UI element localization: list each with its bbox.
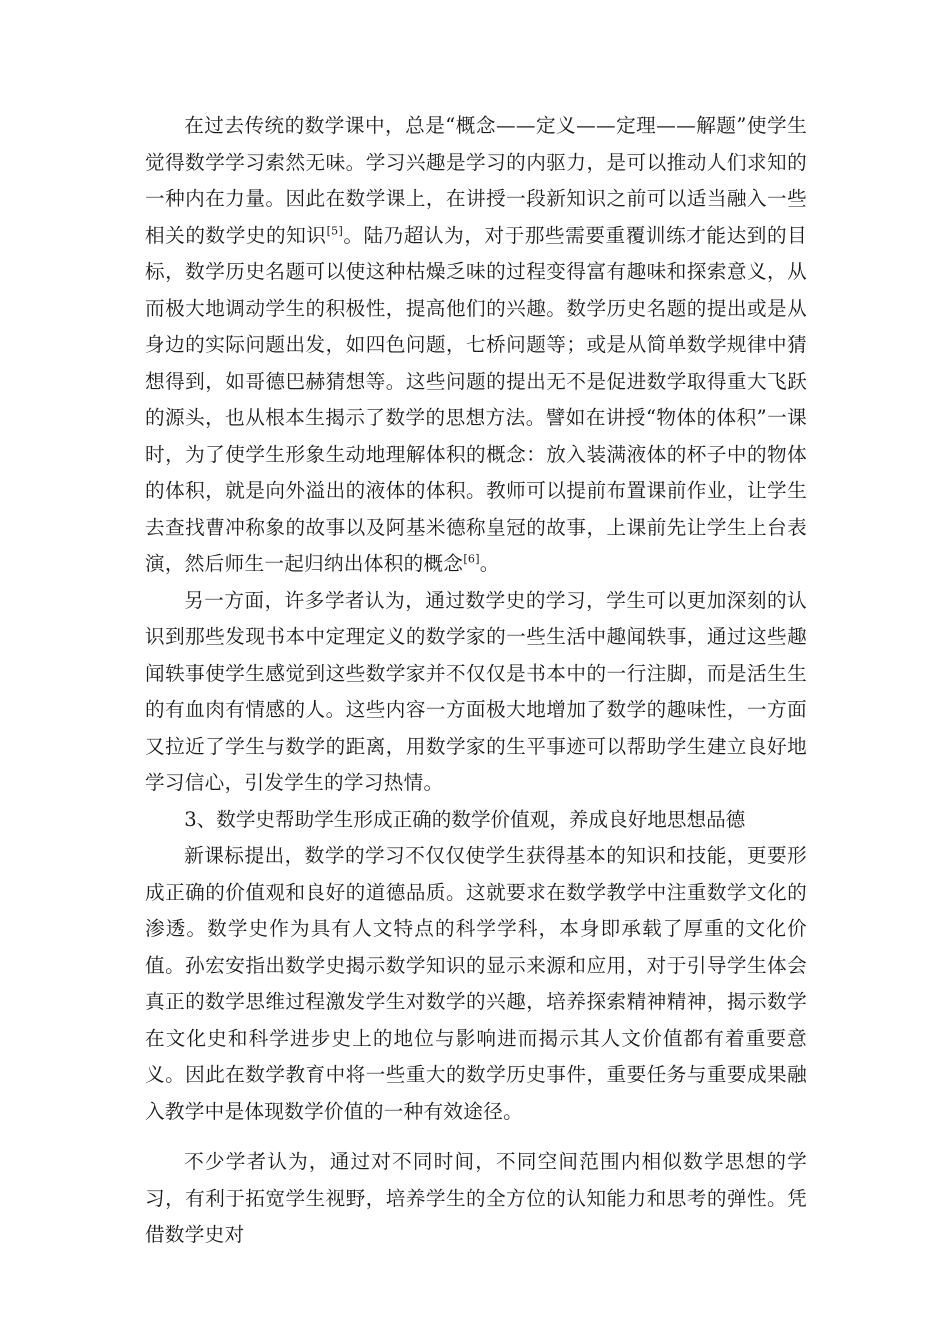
paragraph-text: 。陆乃超认为，对于那些需要重覆训练才能达到的目标，数学历史名题可以使这种枯燥乏味的过程变得富有趣味和探索意义，从而极大地调动学生的积极性，提高他们的兴趣。数学历史名题的提出或是从身边的实际问题出发，如四色问题，七桥问题等；或是从简单数学规律中猜想得到，如哥德巴赫猜想等。这些问题的提出无不是促进数学取得重大飞跃的源头，也从根本生揭示了数学的思想方法。譬如在讲授“物体的体积”一课时，为了使学生形象生动地理解体积的概念：放入装满液体的杯子中的物体的体积，就是向外溢出的液体的体积。教师可以提前布置课前作业，让学生去查找曹冲称象的故事以及阿基米德称皇冠的故事，上课前先让学生上台表演，然后师生一起归纳出体积的概念 xyxy=(145,223,808,575)
paragraph-new-curriculum: 新课标提出，数学的学习不仅仅使学生获得基本的知识和技能，更要形成正确的价值观和良好的道德品质。这就要求在数学教学中注重数学文化的渗透。数学史作为具有人文特点的科学学科，本身即承载了厚重的文化价值。孙宏安指出数学史揭示数学知识的显示来源和应用，对于引导学生体会真正的数学思维过程激发学生对数学的兴趣，培养探索精神精神，揭示数学在文化史和科学进步史上的地位与影响进而揭示其人文价值都有着重要意义。因此在数学教育中将一些重大的数学历史事件，重要任务与重要成果融入教学中是体现数学价值的一种有效途径。 xyxy=(145,844,807,1123)
section-heading-3: 3、数学史帮助学生形成正确的数学价值观，养成良好地思想品德 xyxy=(184,807,746,831)
paragraph-mathematician-anecdotes: 另一方面，许多学者认为，通过数学史的学习，学生可以更加深刻的认识到那些发现书本中定理定义的数学家的一些生活中趣闻轶事，通过这些趣闻轶事使学生感觉到这些数学家并不仅仅是书本中的一行注脚，而是活生生的有血肉有情感的人。这些内容一方面极大地增加了数学的趣味性，一方面又拉近了学生与数学的距离，用数学家的生平事迹可以帮助学生建立良好地学习信心，引发学生的学习热情。 xyxy=(145,588,807,794)
paragraph-text: 在过去传统的数学课中，总是“概念——定义——定理——解题”使学生觉得数学学习索然无味。学习兴趣是学习的内驱力，是可以推动人们求知的一种内在力量。因此在数学课上，在讲授一段新知识之前可以适当融入一些相关的数学史的知识 xyxy=(145,114,807,247)
paragraph-scholars-view: 不少学者认为，通过对不同时间，不同空间范围内相似数学思想的学习，有利于拓宽学生视野，培养学生的全方位的认知能力和思考的弹性。凭借数学史对 xyxy=(145,1150,807,1246)
paragraph-traditional-math-class xyxy=(145,108,807,583)
paragraph-text: 。 xyxy=(479,552,500,575)
citation-5: [5] xyxy=(326,223,344,237)
body-text xyxy=(145,108,807,1254)
citation-6: [6] xyxy=(463,552,480,566)
